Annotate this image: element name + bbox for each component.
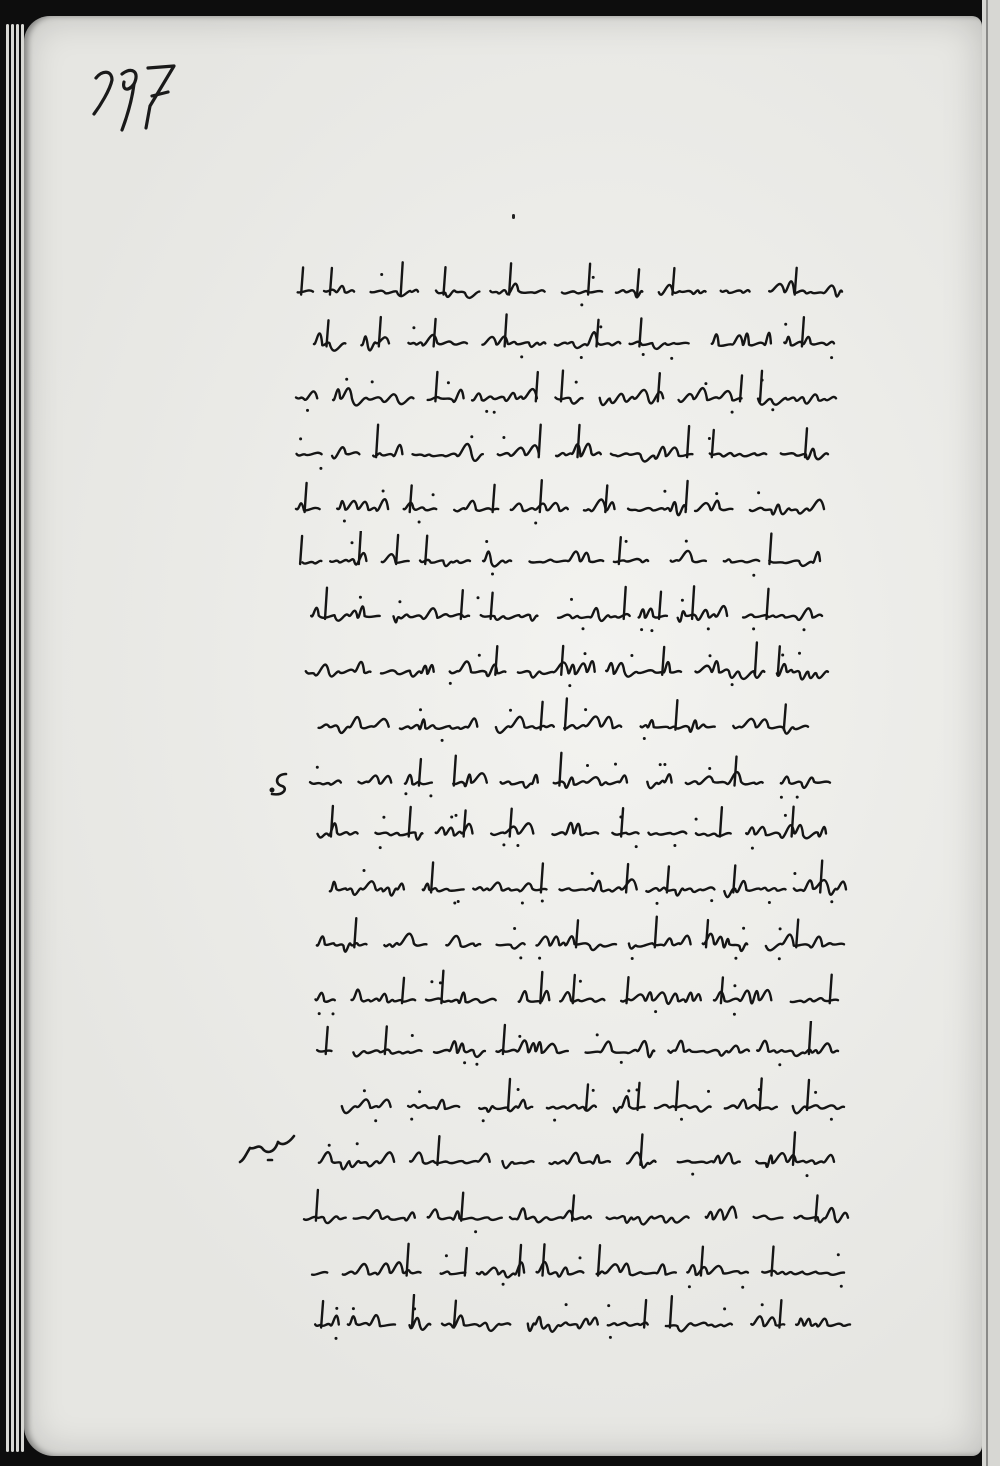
folio-number: [92, 56, 182, 136]
handwriting-strokes: [310, 858, 850, 912]
manuscript-line: [276, 858, 846, 913]
handwriting-strokes: [306, 1294, 854, 1348]
manuscript-line-text: [845, 1021, 846, 1022]
scanner-edge: [982, 0, 1000, 1466]
manuscript-line: [276, 1076, 846, 1131]
handwriting-strokes: [284, 258, 846, 312]
manuscript-line: [276, 476, 846, 531]
margin-note-2: [238, 1124, 298, 1174]
handwriting-strokes: [288, 367, 840, 421]
manuscript-line: [276, 1130, 846, 1185]
manuscript-text-block: [276, 258, 846, 1348]
ink-speck: [512, 214, 515, 219]
handwriting-strokes: [292, 694, 812, 748]
manuscript-line-text: [845, 803, 846, 804]
handwriting-strokes: [308, 1021, 842, 1075]
handwriting-strokes: [310, 1076, 848, 1130]
manuscript-line: [276, 422, 846, 477]
manuscript-line: [276, 367, 846, 422]
manuscript-line-text: [845, 585, 846, 586]
manuscript-line: [276, 531, 846, 586]
manuscript-line-text: [845, 367, 846, 368]
handwriting-strokes: [308, 912, 848, 966]
manuscript-line-text: [845, 1130, 846, 1131]
manuscript-line: [276, 1185, 846, 1240]
manuscript-line-text: [845, 749, 846, 750]
manuscript-line: [276, 967, 846, 1022]
manuscript-line: [276, 749, 846, 804]
manuscript-line-text: [845, 313, 846, 314]
manuscript-line-text: [845, 531, 846, 532]
handwriting-strokes: [306, 967, 842, 1021]
manuscript-line: [276, 694, 846, 749]
handwriting-strokes: [282, 313, 838, 367]
handwriting-strokes: [292, 1185, 852, 1239]
handwriting-strokes: [292, 640, 832, 694]
margin-note-1: [262, 768, 292, 798]
handwriting-strokes: [288, 422, 832, 476]
manuscript-line: [276, 258, 846, 313]
handwriting-strokes: [292, 803, 830, 857]
manuscript-line: [276, 585, 846, 640]
handwriting-strokes: [288, 476, 828, 530]
handwriting-strokes: [278, 585, 826, 639]
handwriting-strokes: [294, 1130, 838, 1184]
manuscript-line: [276, 803, 846, 858]
handwriting-strokes: [302, 1239, 848, 1293]
manuscript-line: [276, 640, 846, 695]
manuscript-line: [276, 313, 846, 368]
handwriting-strokes: [302, 749, 834, 803]
manuscript-line: [276, 1021, 846, 1076]
manuscript-line: [276, 1239, 846, 1294]
handwriting-strokes: [292, 531, 824, 585]
manuscript-line-text: [845, 476, 846, 477]
manuscript-line: [276, 912, 846, 967]
manuscript-line-text: [845, 967, 846, 968]
manuscript-line-text: [845, 422, 846, 423]
manuscript-line: [276, 1294, 846, 1349]
manuscript-line-text: [845, 640, 846, 641]
manuscript-line-text: [845, 694, 846, 695]
